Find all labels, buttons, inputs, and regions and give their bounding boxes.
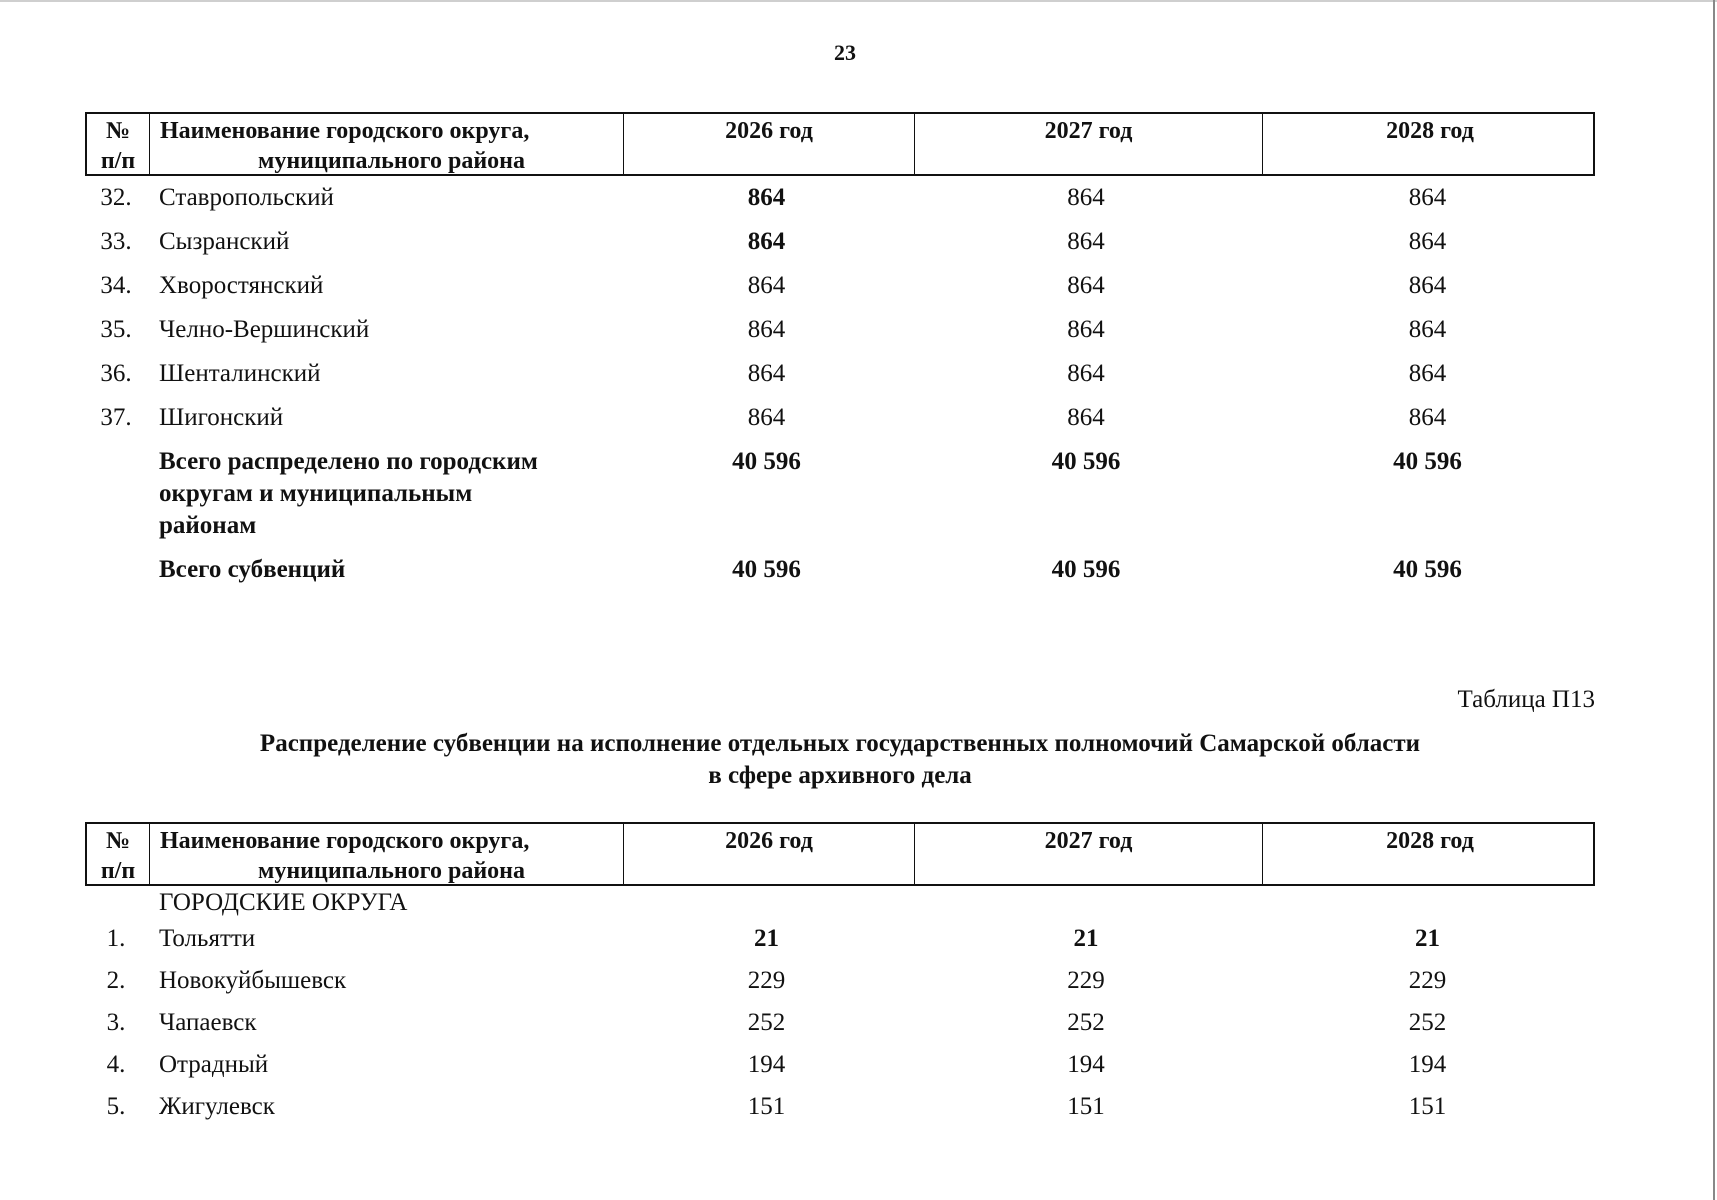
row-2028: 864 [1408, 360, 1447, 387]
row-2026: 864 [747, 272, 786, 299]
row-2026: 194 [747, 1051, 786, 1078]
row-2028: 864 [1408, 404, 1447, 431]
row-name: Жигулевск [159, 1093, 275, 1120]
table-archive-subvention [85, 822, 1595, 1128]
total-distributed-2026: 40 596 [732, 448, 801, 475]
table-row [85, 220, 1595, 264]
total-subventions-2026: 40 596 [732, 556, 801, 583]
row-number: 35. [100, 316, 132, 343]
row-2028: 864 [1408, 316, 1447, 343]
total-distributed-line1: Всего распределено по городским [159, 448, 538, 475]
row-number: 4. [106, 1051, 126, 1078]
table-title-line2: в сфере архивного дела [708, 762, 972, 789]
header-number-line2: п/п [100, 858, 136, 884]
header-number-line1: № [105, 118, 131, 144]
row-2027: 21 [1073, 925, 1099, 952]
table-row [85, 176, 1595, 220]
section-heading: ГОРОДСКИЕ ОКРУГА [159, 889, 408, 916]
row-name: Челно-Вершинский [159, 316, 370, 343]
row-2027: 864 [1067, 404, 1105, 431]
header-name-line2: муниципального района [258, 148, 525, 174]
header-2028: 2028 год [1262, 824, 1597, 886]
row-name: Ставропольский [159, 184, 334, 211]
row-2028: 864 [1408, 228, 1447, 255]
row-2028: 229 [1408, 967, 1447, 994]
row-name: Сызранский [159, 228, 290, 255]
table-header [85, 822, 1595, 886]
row-name: Отрадный [159, 1051, 269, 1078]
table-continuation [85, 112, 1595, 592]
header-2026: 2026 год [623, 114, 914, 176]
row-2027: 151 [1067, 1093, 1105, 1120]
row-name: Шенталинский [159, 360, 321, 387]
row-name: Новокуйбышевск [159, 967, 347, 994]
total-distributed-label [147, 446, 621, 548]
row-2026: 864 [747, 228, 786, 255]
total-distributed-row [85, 440, 1595, 548]
row-number: 2. [106, 967, 126, 994]
row-2028: 21 [1415, 925, 1440, 952]
row-number: 5. [106, 1093, 126, 1120]
total-subventions-2027: 40 596 [1051, 556, 1121, 583]
header-number-cell [87, 114, 149, 176]
page-number: 23 [834, 40, 856, 65]
row-2026: 864 [747, 360, 786, 387]
row-2026: 864 [747, 316, 786, 343]
row-2027: 864 [1067, 184, 1105, 211]
row-2027: 229 [1067, 967, 1105, 994]
row-2027: 864 [1067, 228, 1105, 255]
row-2026: 151 [747, 1093, 786, 1120]
row-2026: 864 [747, 184, 786, 211]
table-caption: Таблица П13 [1457, 686, 1595, 713]
total-distributed-line3: районам [159, 512, 257, 539]
table-row [85, 1044, 1595, 1086]
table-row [85, 1086, 1595, 1128]
row-number: 34. [100, 272, 132, 299]
row-2027: 864 [1067, 316, 1105, 343]
header-number-cell [87, 824, 149, 886]
table-row [85, 352, 1595, 396]
row-number: 32. [100, 184, 132, 211]
row-name: Шигонский [159, 404, 284, 431]
table-title [120, 728, 1560, 792]
header-name-cell [149, 114, 623, 176]
row-2028: 864 [1408, 272, 1447, 299]
table-title-line1: Распределение субвенции на исполнение отдельных государственных полномочий Самарской области [259, 730, 1421, 757]
table-row [85, 396, 1595, 440]
row-2027: 864 [1067, 272, 1105, 299]
row-2028: 151 [1408, 1093, 1447, 1120]
row-number: 33. [100, 228, 132, 255]
row-2026: 229 [747, 967, 786, 994]
header-number-line1: № [105, 828, 131, 854]
total-subventions-2028: 40 596 [1393, 556, 1462, 583]
row-2028: 194 [1408, 1051, 1447, 1078]
table-row [85, 308, 1595, 352]
table-row [85, 264, 1595, 308]
header-2028: 2028 год [1262, 114, 1597, 176]
row-name: Тольятти [159, 925, 256, 952]
scan-edge-right [1713, 0, 1715, 1200]
table-row [85, 960, 1595, 1002]
row-2026: 21 [754, 925, 779, 952]
row-name: Чапаевск [159, 1009, 257, 1036]
row-number: 1. [106, 925, 126, 952]
header-name-line2: муниципального района [258, 858, 525, 884]
header-2027: 2027 год [914, 824, 1262, 886]
total-distributed-line2: округам и муниципальным [159, 480, 473, 507]
table-row [85, 1002, 1595, 1044]
row-2027: 194 [1067, 1051, 1105, 1078]
row-2028: 864 [1408, 184, 1447, 211]
header-name-line1: Наименование городского округа, [160, 828, 530, 854]
table-header [85, 112, 1595, 176]
header-2026: 2026 год [623, 824, 914, 886]
header-name-line1: Наименование городского округа, [160, 118, 530, 144]
total-subventions-row [85, 548, 1595, 592]
row-name: Хворостянский [159, 272, 324, 299]
scan-edge-top [0, 0, 1717, 2]
row-number: 3. [106, 1009, 126, 1036]
total-distributed-2028: 40 596 [1393, 448, 1462, 475]
table-row [85, 918, 1595, 960]
row-2027: 864 [1067, 360, 1105, 387]
total-distributed-2027: 40 596 [1051, 448, 1121, 475]
row-2027: 252 [1067, 1009, 1105, 1036]
header-number-line2: п/п [100, 148, 136, 174]
row-2028: 252 [1408, 1009, 1447, 1036]
header-name-cell [149, 824, 623, 886]
total-subventions-label: Всего субвенций [159, 556, 346, 583]
row-2026: 864 [747, 404, 786, 431]
row-2026: 252 [747, 1009, 786, 1036]
row-number: 36. [100, 360, 132, 387]
header-2027: 2027 год [914, 114, 1262, 176]
row-number: 37. [100, 404, 132, 431]
